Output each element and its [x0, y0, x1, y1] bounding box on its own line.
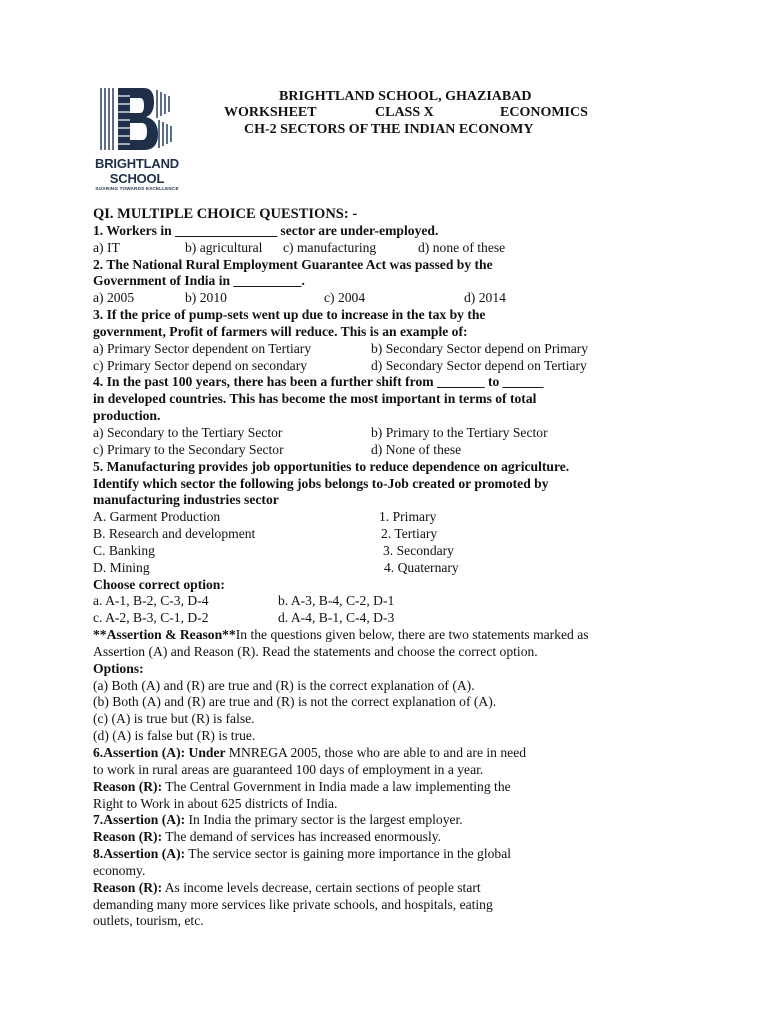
question-2-stem-line1: 2. The National Rural Employment Guarantee Act was passed by the — [93, 256, 493, 272]
q4-option-b: b) Primary to the Tertiary Sector — [371, 424, 548, 440]
match-row — [93, 509, 733, 526]
question-3-stem-line2: government, Profit of farmers will reduce. This is an example of: — [93, 323, 468, 339]
question-1-stem: 1. Workers in _______________ sector are under-employed. — [93, 222, 439, 238]
q2-option-d: d) 2014 — [464, 290, 506, 306]
question-5-stem-line3: manufacturing industries sector — [93, 492, 279, 508]
q8-reason-line3: outlets, tourism, etc. — [93, 913, 204, 929]
question-2-stem-line2: Government of India in __________. — [93, 273, 305, 289]
logo-name-line1: BRIGHTLAND — [95, 156, 179, 171]
q7-reason-label: Reason (R): — [93, 829, 163, 845]
match-left-item: C. Banking — [93, 542, 155, 558]
q5-option-d: d. A-4, B-1, C-4, D-3 — [278, 610, 395, 626]
logo-name-line2: SCHOOL — [109, 171, 165, 186]
question-4-stem-line3: production. — [93, 408, 161, 424]
q3-option-d: d) Secondary Sector depend on Tertiary — [371, 357, 587, 373]
question-3-options-row1 — [93, 341, 733, 358]
q4-option-d: d) None of these — [371, 441, 462, 457]
q5-option-a: a. A-1, B-2, C-3, D-4 — [93, 593, 209, 609]
q5-option-b: b. A-3, B-4, C-2, D-1 — [278, 593, 395, 609]
logo-b-icon — [92, 84, 182, 154]
worksheet-body — [93, 206, 733, 930]
school-logo — [92, 84, 182, 199]
ar-option-c: (c) (A) is true but (R) is false. — [93, 711, 255, 727]
chapter-title: CH-2 SECTORS OF THE INDIAN ECONOMY — [244, 122, 534, 137]
q6-assertion-label: 6.Assertion (A): Under — [93, 745, 226, 760]
question-4-stem-line1: 4. In the past 100 years, there has been a further shift from _______ to ______ — [93, 374, 544, 390]
q8-assertion — [93, 846, 733, 863]
school-title: BRIGHTLAND SCHOOL, GHAZIABAD — [279, 89, 532, 104]
match-right-item: 3. Secondary — [383, 542, 454, 558]
class-label: CLASS X — [375, 105, 434, 120]
options-label: Options: — [93, 660, 144, 676]
question-3-options-row2 — [93, 358, 733, 375]
q3-option-b: b) Secondary Sector depend on Primary — [371, 340, 589, 356]
question-1-options — [93, 240, 733, 257]
q8-assertion-text: The service sector is gaining more importance in the global — [185, 846, 512, 862]
match-left-item: B. Research and development — [93, 526, 256, 542]
q6-assertion-text: MNREGA 2005, those who are able to and are in need — [225, 745, 527, 760]
ar-option-b: (b) Both (A) and (R) are true and (R) is not the correct explanation of (A). — [93, 694, 497, 710]
q8-reason-label: Reason (R): — [93, 879, 163, 895]
q3-option-a: a) Primary Sector dependent on Tertiary — [93, 340, 312, 356]
match-left-item: A. Garment Production — [93, 509, 221, 525]
logo-name — [92, 156, 182, 186]
match-left-item: D. Mining — [93, 559, 150, 575]
q6-reason-label: Reason (R): — [93, 778, 163, 794]
match-row — [93, 526, 733, 543]
q6-reason-line2: Right to Work in about 625 districts of India. — [93, 795, 338, 811]
q8-reason-text: As income levels decrease, certain sections of people start — [162, 879, 481, 895]
q6-assertion — [93, 745, 733, 762]
question-2-options — [93, 290, 733, 307]
question-5-stem-line2: Identify which sector the following jobs belongs to-Job created or promoted by — [93, 475, 549, 491]
q8-assertion-line2: economy. — [93, 862, 146, 878]
assertion-reason-intro-text: In the questions given below, there are two statements marked as — [235, 627, 589, 643]
match-right-item: 2. Tertiary — [381, 526, 438, 542]
q7-reason-text: The demand of services has increased enormously. — [162, 829, 442, 845]
subject-label: ECONOMICS — [500, 105, 588, 120]
question-4-stem-line2: in developed countries. This has become the most important in terms of total — [93, 391, 537, 407]
worksheet-label: WORKSHEET — [224, 105, 317, 120]
match-row — [93, 543, 733, 560]
q7-assertion-text: In India the primary sector is the largest employer. — [185, 812, 463, 828]
q2-option-c: c) 2004 — [324, 290, 366, 306]
q1-option-b: b) agricultural — [185, 239, 263, 255]
assertion-reason-intro — [93, 627, 733, 644]
q1-option-c: c) manufacturing — [283, 239, 377, 255]
question-5-options-row1 — [93, 593, 733, 610]
q2-option-b: b) 2010 — [185, 290, 227, 306]
match-right-item: 1. Primary — [379, 509, 437, 525]
question-3-stem-line1: 3. If the price of pump-sets went up due to increase in the tax by the — [93, 307, 486, 323]
question-5-stem-line1: 5. Manufacturing provides job opportunities to reduce dependence on agriculture. — [93, 458, 570, 474]
ar-option-d: (d) (A) is false but (R) is true. — [93, 728, 256, 744]
match-right-item: 4. Quaternary — [384, 559, 459, 575]
q2-option-a: a) 2005 — [93, 290, 135, 306]
assertion-reason-intro-line2: Assertion (A) and Reason (R). Read the statements and choose the correct option. — [93, 643, 538, 659]
q5-option-c: c. A-2, B-3, C-1, D-2 — [93, 610, 209, 626]
q1-option-d: d) none of these — [418, 239, 506, 255]
ar-option-a: (a) Both (A) and (R) are true and (R) is the correct explanation of (A). — [93, 677, 475, 693]
question-4-options-row1 — [93, 425, 733, 442]
logo-tagline: SOARING TOWARDS EXCELLENCE — [95, 186, 179, 191]
choose-option-label: Choose correct option: — [93, 576, 225, 592]
q3-option-c: c) Primary Sector depend on secondary — [93, 357, 308, 373]
q4-option-a: a) Secondary to the Tertiary Sector — [93, 424, 283, 440]
q1-option-a: a) IT — [93, 239, 120, 255]
q8-assertion-label: 8.Assertion (A): — [93, 846, 186, 862]
q6-reason-text: The Central Government in India made a law implementing the — [162, 778, 511, 794]
q6-assertion-line2: to work in rural areas are guaranteed 100 days of employment in a year. — [93, 761, 484, 777]
q7-reason — [93, 829, 733, 846]
question-4-options-row2 — [93, 442, 733, 459]
q8-reason — [93, 880, 733, 897]
assertion-reason-heading: **Assertion & Reason** — [93, 627, 236, 643]
section-title: QI. MULTIPLE CHOICE QUESTIONS: - — [93, 206, 358, 222]
question-5-options-row2 — [93, 610, 733, 627]
q4-option-c: c) Primary to the Secondary Sector — [93, 441, 284, 457]
q7-assertion-label: 7.Assertion (A): — [93, 812, 186, 828]
q6-reason — [93, 779, 733, 796]
q7-assertion — [93, 812, 733, 829]
match-row — [93, 560, 733, 577]
q8-reason-line2: demanding many more services like private schools, and hospitals, eating — [93, 896, 493, 912]
